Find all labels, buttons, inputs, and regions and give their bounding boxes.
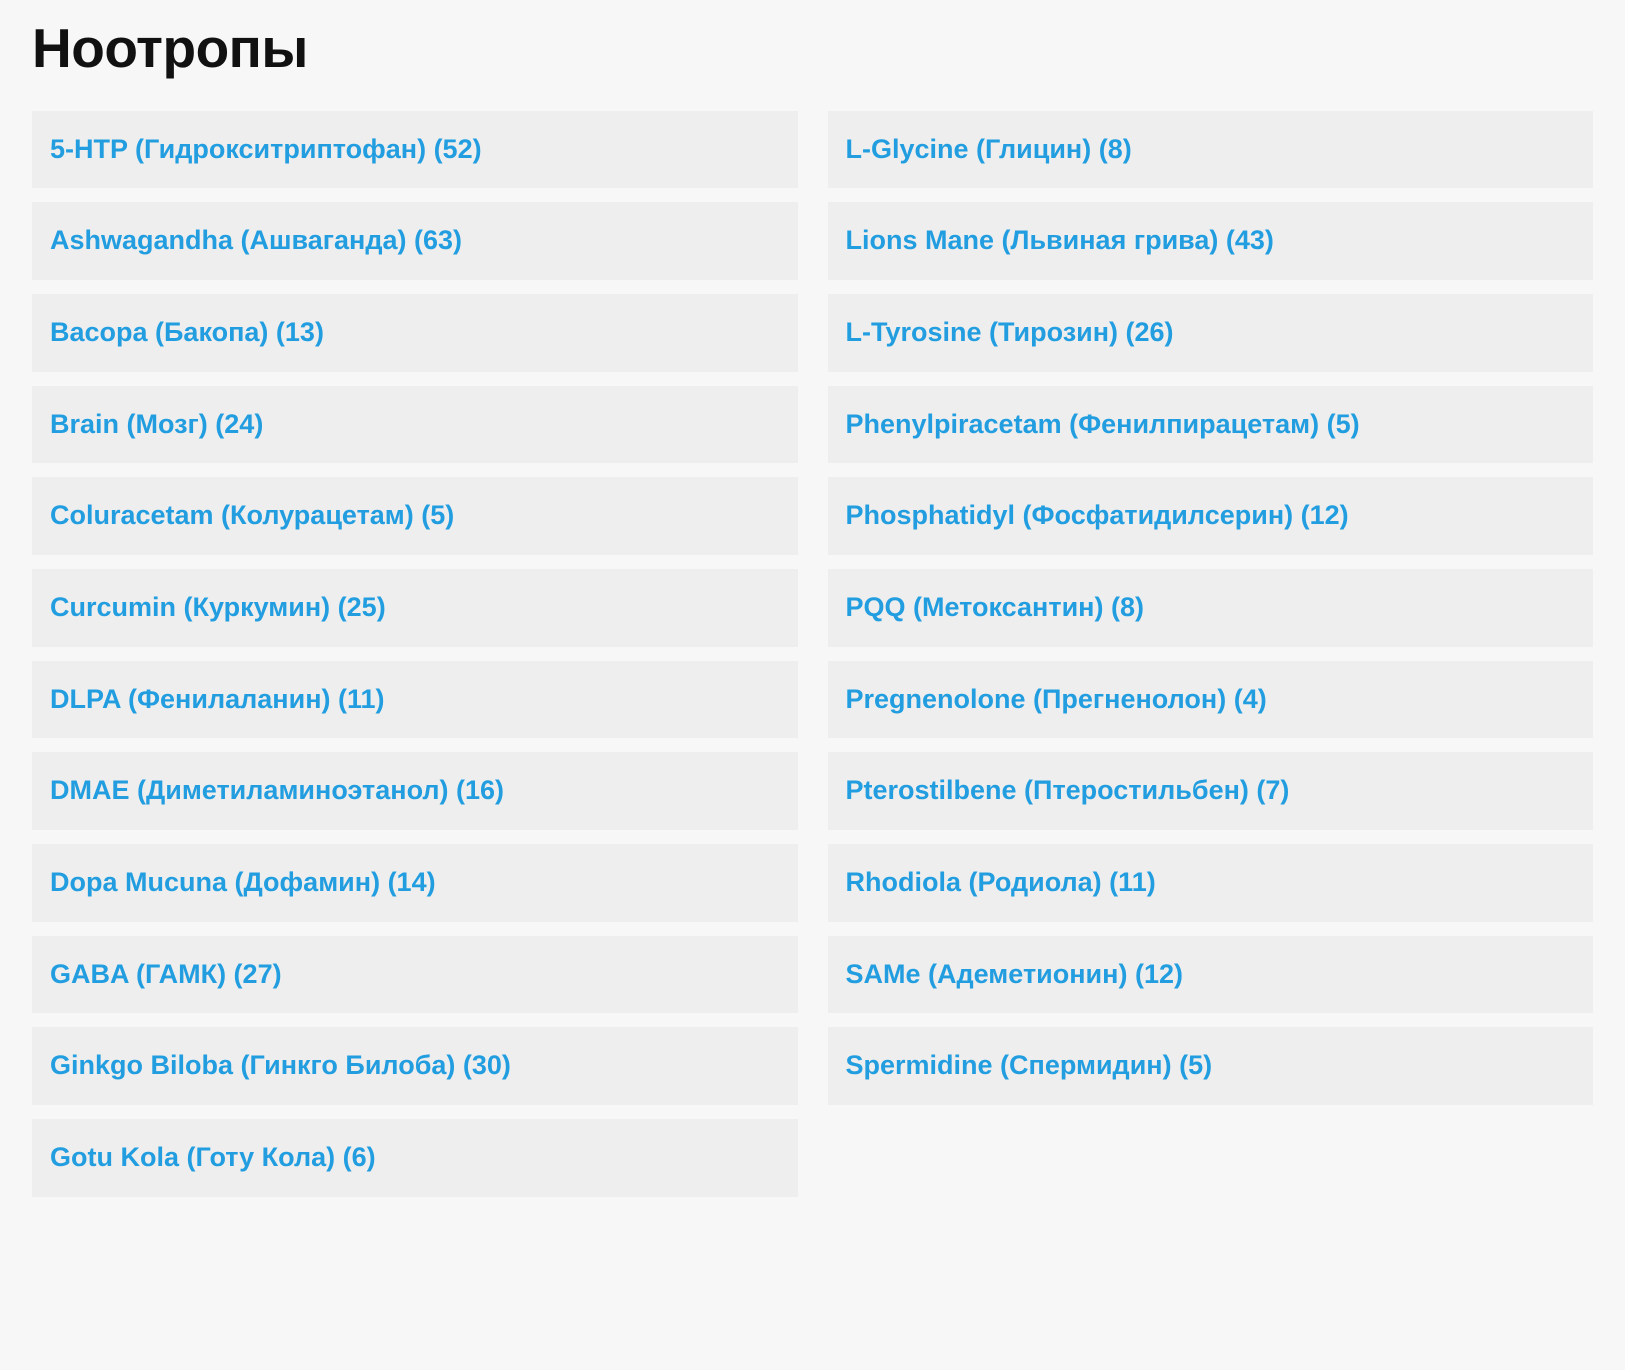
category-column-right — [828, 111, 1594, 1106]
category-link[interactable]: GABA (ГАМК) (27) — [50, 958, 282, 989]
category-columns — [0, 79, 1625, 1197]
list-item[interactable] — [32, 294, 798, 372]
list-item[interactable] — [828, 477, 1594, 555]
list-item[interactable] — [828, 1027, 1594, 1105]
list-item[interactable] — [828, 111, 1594, 189]
category-link[interactable]: 5-HTP (Гидрокситриптофан) (52) — [50, 133, 482, 164]
category-link[interactable]: Lions Mane (Львиная грива) (43) — [845, 225, 1274, 256]
list-item[interactable] — [32, 202, 798, 280]
list-item[interactable] — [32, 386, 798, 464]
list-item[interactable] — [828, 386, 1594, 464]
list-item[interactable] — [32, 936, 798, 1014]
category-link[interactable]: Curcumin (Куркумин) (25) — [50, 591, 386, 622]
list-item[interactable] — [32, 1027, 798, 1105]
category-column-left — [32, 111, 798, 1197]
list-item[interactable] — [828, 844, 1594, 922]
category-link[interactable]: Phosphatidyl (Фосфатидилсерин) (12) — [845, 500, 1349, 531]
category-link[interactable]: Ginkgo Biloba (Гинкго Билоба) (30) — [50, 1050, 511, 1081]
category-link[interactable]: Phenylpiracetam (Фенилпирацетам) (5) — [845, 408, 1360, 439]
list-item[interactable] — [32, 752, 798, 830]
category-link[interactable]: Brain (Мозг) (24) — [50, 408, 264, 439]
list-item[interactable] — [828, 202, 1594, 280]
category-link[interactable]: L-Tyrosine (Тирозин) (26) — [845, 316, 1174, 347]
list-item[interactable] — [32, 111, 798, 189]
page-title: Ноотропы — [32, 17, 308, 79]
category-link[interactable]: Gotu Kola (Готу Кола) (6) — [50, 1142, 376, 1173]
category-link[interactable]: Pterostilbene (Птеростильбен) (7) — [845, 775, 1290, 806]
list-item[interactable] — [32, 661, 798, 739]
list-item[interactable] — [828, 752, 1594, 830]
category-link[interactable]: Bacopa (Бакопа) (13) — [50, 316, 324, 347]
category-link[interactable]: Rhodiola (Родиола) (11) — [845, 867, 1156, 897]
list-item[interactable] — [32, 844, 798, 922]
category-link[interactable]: SAMe (Адеметионин) (12) — [845, 958, 1183, 989]
category-link[interactable]: Ashwagandha (Ашваганда) (63) — [50, 225, 463, 256]
list-item[interactable] — [828, 294, 1594, 372]
list-item[interactable] — [828, 569, 1594, 647]
list-item[interactable] — [828, 661, 1594, 739]
list-item[interactable] — [32, 569, 798, 647]
category-link[interactable]: PQQ (Метоксантин) (8) — [845, 591, 1144, 622]
category-link[interactable]: Pregnenolone (Прегненолон) (4) — [845, 683, 1267, 714]
category-link[interactable]: DLPA (Фенилаланин) (11) — [50, 683, 385, 714]
category-link[interactable]: Spermidine (Спермидин) (5) — [845, 1050, 1213, 1081]
category-link[interactable]: Dopa Mucuna (Дофамин) (14) — [50, 867, 436, 897]
list-item[interactable] — [32, 1119, 798, 1197]
category-link[interactable]: L-Glycine (Глицин) (8) — [845, 133, 1132, 164]
category-link[interactable]: Coluracetam (Колурацетам) (5) — [50, 500, 455, 531]
list-item[interactable] — [32, 477, 798, 555]
list-item[interactable] — [828, 936, 1594, 1014]
category-link[interactable]: DMAE (Диметиламиноэтанол) (16) — [50, 775, 505, 806]
